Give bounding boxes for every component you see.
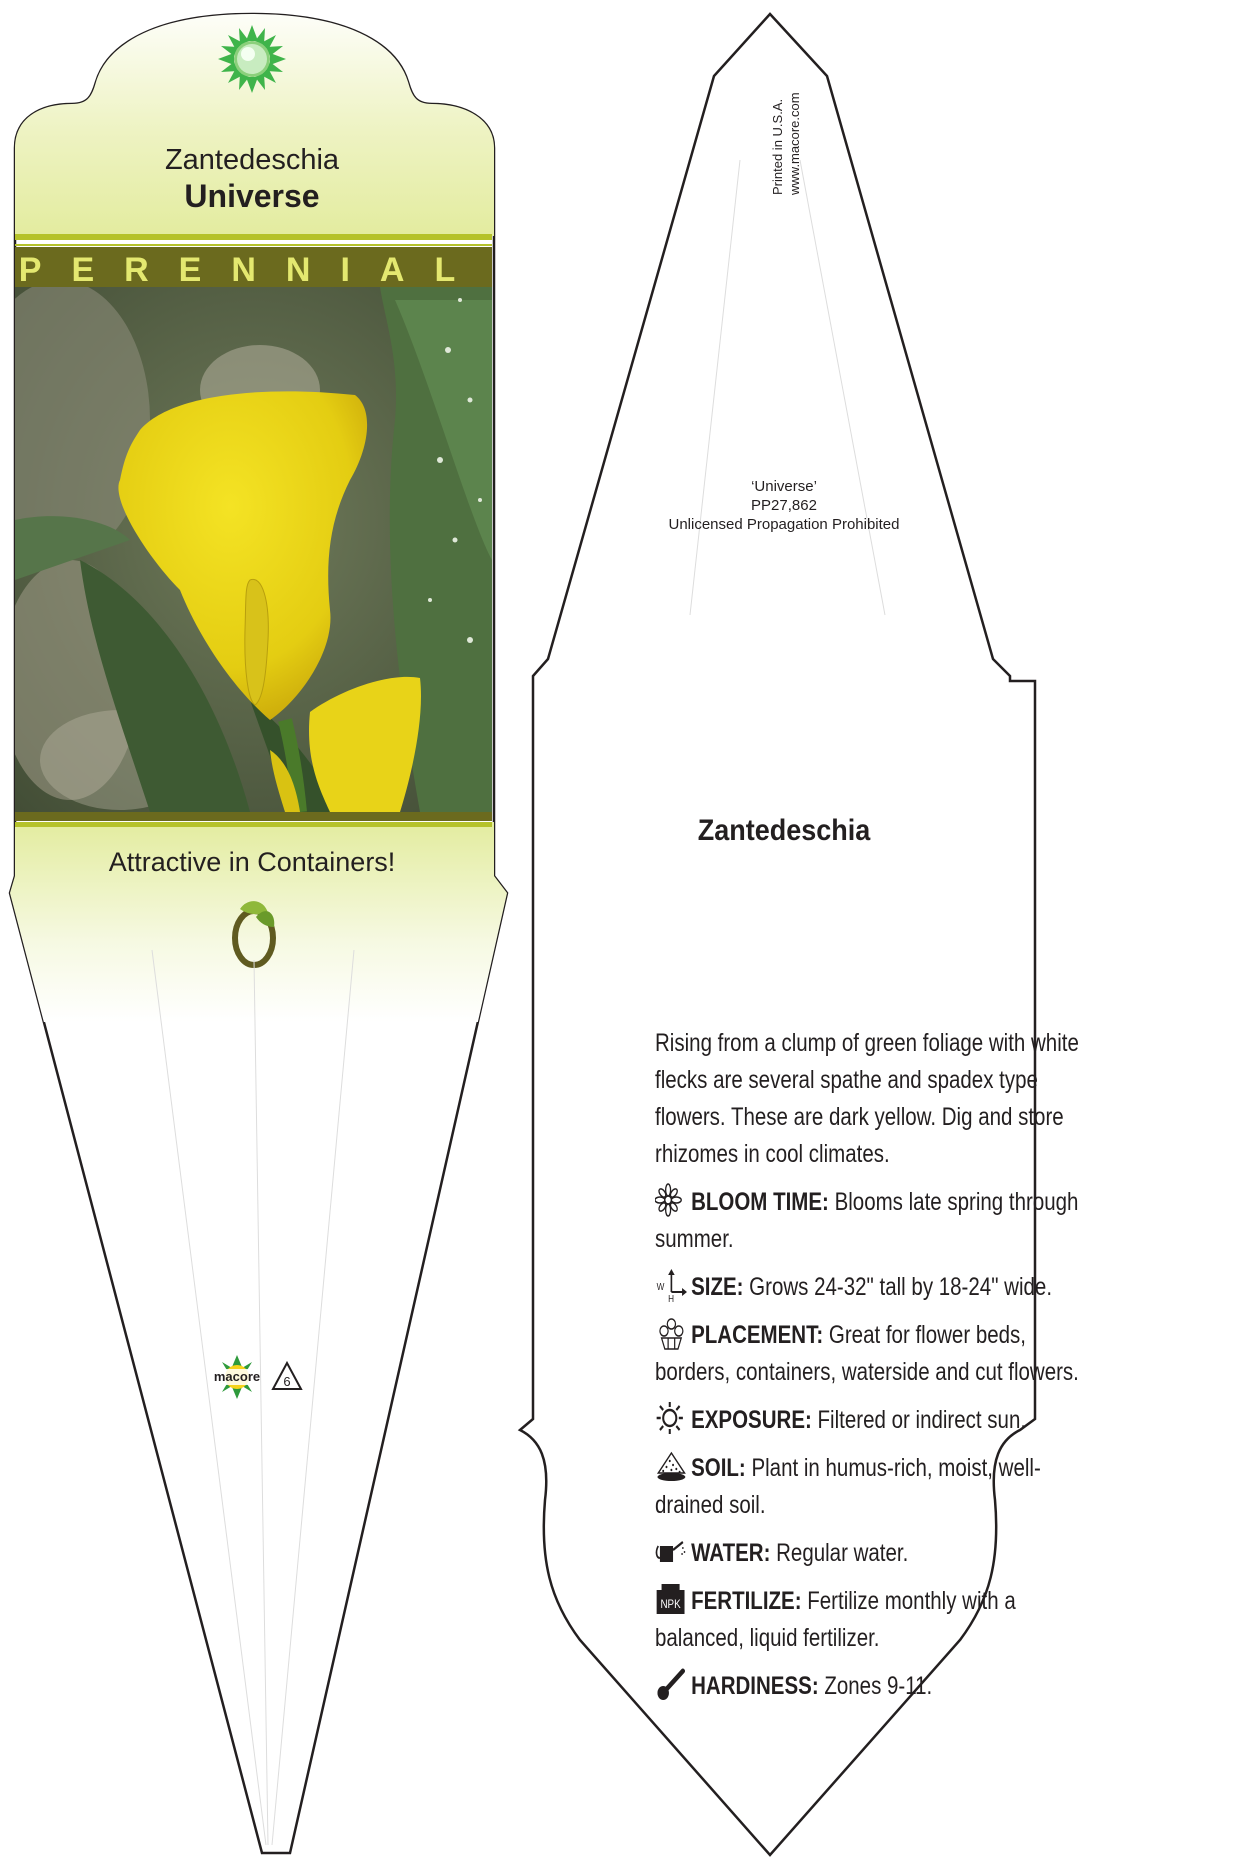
- printed-in-note: Printed in U.S.A.: [770, 98, 785, 195]
- fertilize-label: FERTILIZE:: [691, 1587, 802, 1615]
- attribute-bloom-time: [655, 1183, 1090, 1258]
- attribute-exposure: [655, 1401, 1090, 1439]
- placement-text: Great for flower beds, borders, containers, waterside and cut flowers.: [655, 1321, 1079, 1386]
- watering-can-icon: [655, 1534, 688, 1568]
- bloom-label: BLOOM TIME:: [691, 1188, 829, 1216]
- attribute-placement: [655, 1316, 1090, 1391]
- placement-label: PLACEMENT:: [691, 1321, 824, 1349]
- patent-name: ‘Universe’: [751, 478, 817, 495]
- bloom-text: Blooms late spring through summer.: [655, 1188, 1079, 1253]
- water-label: WATER:: [691, 1539, 771, 1567]
- brand-name: macore: [213, 1369, 261, 1384]
- genus-heading: Zantedeschia: [164, 144, 340, 176]
- soil-icon: [655, 1449, 688, 1483]
- size-w-letter: W: [656, 1281, 665, 1293]
- website-note: www.macore.com: [787, 92, 802, 195]
- bloom-icon: [655, 1183, 688, 1217]
- attribute-fertilize: [655, 1582, 1090, 1657]
- care-details: [655, 1025, 1090, 1715]
- npk-text: NPK: [660, 1598, 681, 1612]
- fertilize-text: Fertilize monthly with a balanced, liquid fertilizer.: [655, 1587, 1016, 1652]
- placement-icon: [655, 1316, 688, 1350]
- water-text: Regular water.: [776, 1539, 909, 1567]
- size-label: SIZE:: [691, 1273, 744, 1301]
- cultivar-heading: Universe: [184, 178, 320, 214]
- exposure-label: EXPOSURE:: [691, 1406, 812, 1434]
- plant-photo: [0, 280, 492, 812]
- back-title: Zantedeschia: [697, 813, 871, 848]
- category-label: PERENNIAL: [18, 251, 486, 289]
- hardiness-label: HARDINESS:: [691, 1672, 819, 1700]
- recycle-code: 6: [283, 1374, 291, 1389]
- size-h-letter: H: [668, 1293, 675, 1302]
- patent-number: PP27,862: [751, 497, 817, 514]
- hardiness-text: Zones 9-11.: [824, 1672, 933, 1700]
- description: Rising from a clump of green foliage with white flecks are several spathe and spadex type flowers. These are dark yellow. Dig and store rhizomes in cool climates.: [655, 1029, 1079, 1168]
- soil-text: Plant in humus-rich, moist, well-drained soil.: [655, 1454, 1041, 1519]
- attribute-hardiness: [655, 1667, 1090, 1705]
- soil-label: SOIL:: [691, 1454, 746, 1482]
- thermometer-icon: [655, 1667, 688, 1701]
- sun-icon: [655, 1401, 688, 1435]
- attribute-soil: [655, 1449, 1090, 1524]
- attribute-water: [655, 1534, 1090, 1572]
- exposure-text: Filtered or indirect sun.: [817, 1406, 1027, 1434]
- brand-sun-icon: [218, 25, 286, 93]
- tagline: Attractive in Containers!: [108, 847, 396, 877]
- npk-icon: [655, 1582, 688, 1616]
- attribute-size: [655, 1268, 1090, 1306]
- size-icon: [655, 1268, 688, 1302]
- size-text: Grows 24-32" tall by 18-24" wide.: [749, 1273, 1053, 1301]
- patent-notice: Unlicensed Propagation Prohibited: [668, 516, 900, 533]
